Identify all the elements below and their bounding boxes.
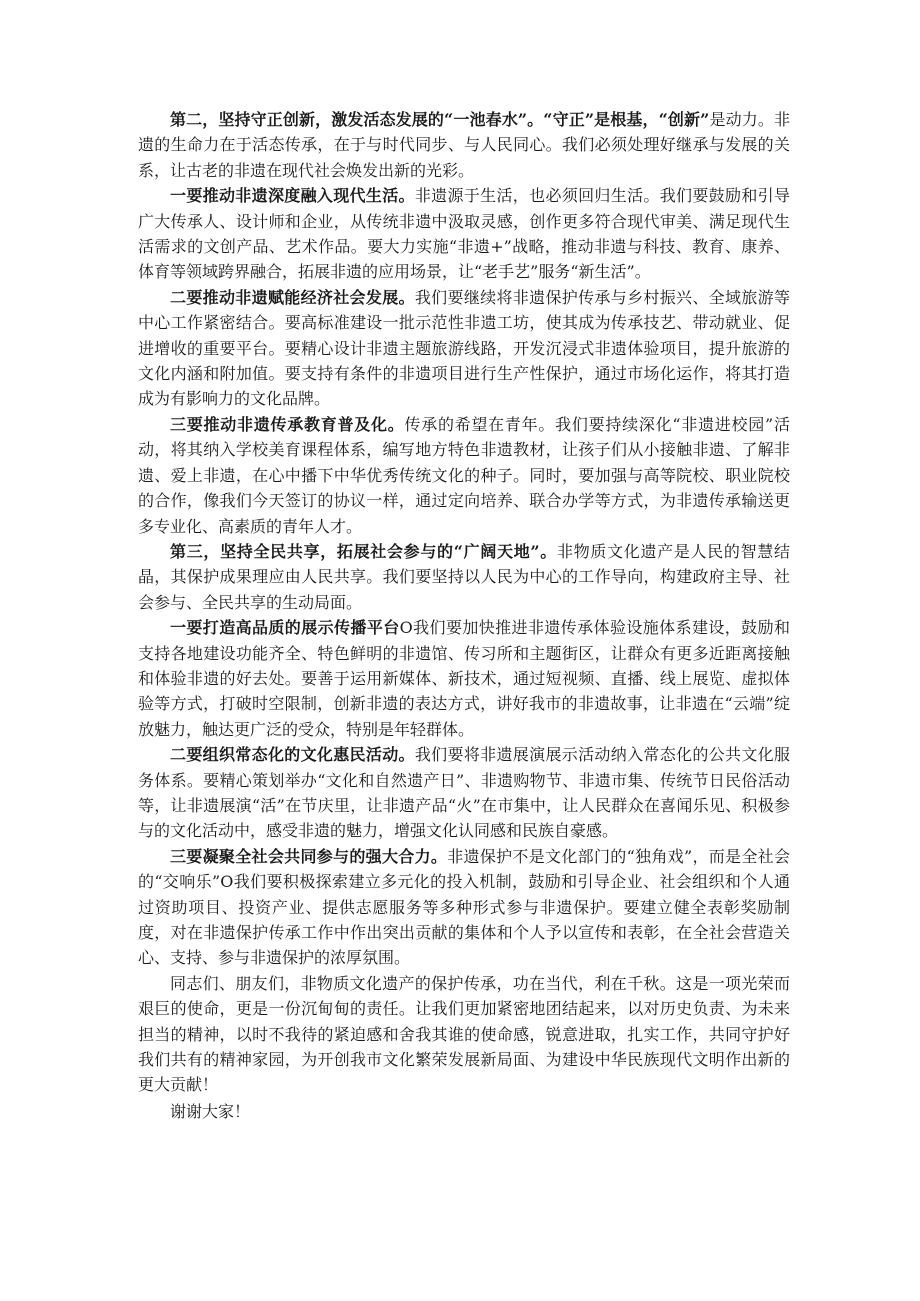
paragraph-education <box>138 412 790 539</box>
paragraph-conclusion <box>138 971 790 1098</box>
paragraph-thanks <box>138 1099 790 1124</box>
paragraph-heading: 第三，坚持全民共享，拓展社会参与的“广阔天地”。 <box>170 541 557 561</box>
paragraph-text: 是动力。非遗的生命力在于活态传承，在于与时代同步、与人民同心。我们必须处理好继承与发展的关系，让古老的非遗在现代社会焕发出新的光彩。 <box>138 110 790 180</box>
paragraph-heading: 三要推动非遗传承教育普及化。 <box>170 414 405 434</box>
paragraph-heading: 一要打造高品质的展示传播平台 <box>170 618 400 638</box>
paragraph-heading: 二要组织常态化的文化惠民活动。 <box>170 745 415 765</box>
paragraph-text: 非物质文化遗产是人民的智慧结晶，其保护成果理应由人民共享。我们要坚持以人民为中心的工作导向，构建政府主导、社会参与、全民共享的生动局面。 <box>138 541 790 612</box>
paragraph-text: 传承的希望在青年。我们要持续深化“非遗进校园”活动，将其纳入学校美育课程体系，编写地方特色非遗教材，让孩子们从小接触非遗、了解非遗、爱上非遗，在心中播下中华优秀传统文化的种子。同时，要加强与高等院校、职业院校的合作，像我们今天签订的协议一样，通过定向培养、联合办学等方式，为非遗传承输送更多专业化、高素质的青年人才。 <box>138 414 790 536</box>
paragraph-display-platform <box>138 615 790 742</box>
paragraph-heading: 三要凝聚全社会共同参与的强大合力。 <box>170 846 448 866</box>
paragraph-modern-life <box>138 183 790 285</box>
paragraph-cultural-activities <box>138 742 790 844</box>
paragraph-third-principle <box>138 539 790 615</box>
paragraph-second-principle <box>138 107 790 183</box>
paragraph-text: 我们要将非遗展演展示活动纳入常态化的公共文化服务体系。要精心策划举办“文化和自然遗产日”、非遗购物节、非遗市集、传统节日民俗活动等，让非遗展演“活”在节庆里，让非遗产品“火”在市集中，让人民群众在喜闻乐见、积极参与的文化活动中，感受非遗的魅力，增强文化认同感和民族自豪感。 <box>138 745 790 841</box>
paragraph-text: O我们要加快推进非遗传承体验设施体系建设，鼓励和支持各地建设功能齐全、特色鲜明的非遗馆、传习所和主题街区，让群众有更多近距离接触和体验非遗的好去处。要善于运用新媒体、新技术，通过短视频、直播、线上展览、虚拟体验等方式，打破时空限制，创新非遗的表达方式，讲好我市的非遗故事，让非遗在“云端”绽放魅力，触达更广泛的受众，特别是年轻群体。 <box>138 618 790 739</box>
paragraph-heading: 第二，坚持守正创新，激发活态发展的“一池春水”。“守正”是根基，“创新” <box>170 110 710 129</box>
paragraph-social-participation <box>138 844 790 971</box>
paragraph-text: 我们要继续将非遗保护传承与乡村振兴、全域旅游等中心工作紧密结合。要高标准建设一批示范性非遗工坊，使其成为传承技艺、带动就业、促进增收的重要平台。要精心设计非遗主题旅游线路，开发沉浸式非遗体验项目，提升旅游的文化内涵和附加值。要支持有条件的非遗项目进行生产性保护，通过市场化运作，将其打造成为有影响力的文化品牌。 <box>138 287 790 409</box>
paragraph-economic-development <box>138 285 790 412</box>
paragraph-text: 非遗保护不是文化部门的“独角戏”，而是全社会的“交响乐”O我们要积极探索建立多元化的投入机制，鼓励和引导企业、社会组织和个人通过资助项目、投资产业、提供志愿服务等多种形式参与非遗保护。要建立健全表彰奖励制度，对在非遗保护传承工作中作出突出贡献的集体和个人予以宣传和表彰，在全社会营造关心、支持、参与非遗保护的浓厚氛围。 <box>138 846 790 968</box>
document-body <box>138 107 790 1124</box>
paragraph-text: 谢谢大家！ <box>170 1101 251 1121</box>
paragraph-heading: 一要推动非遗深度融入现代生活。 <box>170 186 415 206</box>
paragraph-text: 非遗源于生活，也必须回归生活。我们要鼓励和引导广大传承人、设计师和企业，从传统非遗中汲取灵感，创作更多符合现代审美、满足现代生活需求的文创产品、艺术作品。要大力实施“非遗+”战略，推动非遗与科技、教育、康养、体育等领域跨界融合，拓展非遗的应用场景，让“老手艺”服务“新生活”。 <box>138 186 790 282</box>
paragraph-text: 同志们、朋友们，非物质文化遗产的保护传承，功在当代，利在千秋。这是一项光荣而艰巨的使命，更是一份沉甸甸的责任。让我们更加紧密地团结起来，以对历史负责、为未来担当的精神，以时不我待的紧迫感和舍我其谁的使命感，锐意进取，扎实工作，共同守护好我们共有的精神家园，为开创我市文化繁荣发展新局面、为建设中华民族现代文明作出新的更大贡献！ <box>138 973 790 1095</box>
paragraph-heading: 二要推动非遗赋能经济社会发展。 <box>170 287 415 307</box>
